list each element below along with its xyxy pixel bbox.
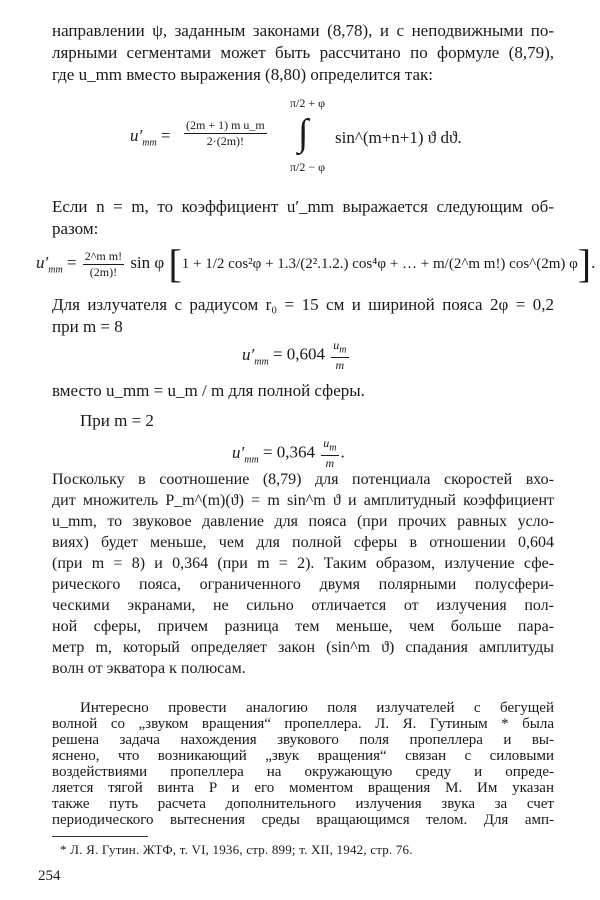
paragraph-6-line-6: рического пояса, ограниченного двумя полярными полусфери- <box>52 576 554 593</box>
paragraph-6-line-8: ной сферы, причем разница тем меньше, чем больше пара- <box>52 618 554 635</box>
paragraph-1-line-3: где u_mm вместо выражения (8,80) определится так: <box>52 65 433 84</box>
book-page: направлении ψ, заданным законами (8,78), и с неподвижными по- лярными сегментами может быть рассчитано по формуле (8,79), где u_mm вместо выражения (8,80) определится так: π/2 + φ $u'_{mm}$ = $\frac{\text{(2m + 1) m u\_m}}{2\cdot(2m)!}$ ∫ sin^(m+n+1) ϑ dϑ. π/2 − φ Если n = m, то коэффициент u′_mm выражается следующим об- разом: $u'_{mm}$ = $\frac{\text{2\textasciicircum{}m m!}}{(2m)!}$ sin φ [1 + 1/2 cos²φ + 1.3/(2².1.2.) cos⁴φ + … + m/(2^m m!) cos^(2m) φ]. Для излучателя с радиусом r₀ = 15 см и шириной пояса 2φ = 0,2 при m = 8 $u'_{mm} = 0,604$ $\frac{u_m}{m}$ вместо u_mm = u_m / m для полной сферы. При m = 2 $u'_{mm} = 0,364$ $\frac{u_m}{m}$ . Поскольку в соотношение (8,79) для потенциала скоростей вхо- дит множитель P_m^(m)(ϑ) = m sin^m ϑ и амплитудный коэффициент u_mm, то звуковое давление для пояса (при прочих равных усло- виях) будет меньше, чем для полной сферы в отношении 0,604 (при m = 8) и 0,364 (при m = 2). Таким образом, излучение сфе- рического пояса, ограниченного двумя полярными полусфери- ческими экранами, не сильно отличается от излучения пол- ной сферы, причем разница тем меньше, чем больше пара- метр m, который определяет закон (sin^m ϑ) спадания амплитуды волн от экватора к полюсам. Интересно провести аналогию поля излучателей с бегущей волной со „звуком вращения“ пропеллера. Л. Я. Гутиным * была решена задача нахождения звукового поля пропеллера и вы- яснено, что возникающий „звук вращения“ связан с силовыми * Л. Я. Гутин. ЖТФ, т. VI, 1936, стр. 899; т. XII, 1942, стр. 76. 254 воздействиями пропеллера на окружающую среду и опреде- ляется тягой винта P и его моментом вращения M. Им указан также путь расчета дополнительного излучения звука за счет периодического вытеснения среды вращающимся телом. Для амп- <box>36 21 596 884</box>
paragraph-4: вместо u_mm = u_m / m для полной сферы. <box>52 381 365 400</box>
paragraph-1-line-1: направлении ψ, заданным законами (8,78), и с неподвижными по- <box>52 21 554 40</box>
eq1-upper-limit: π/2 + φ <box>290 96 326 110</box>
paragraph-6-line-4: виях) будет меньше, чем для полной сферы в отношении 0,604 <box>52 534 554 551</box>
paragraph-2-line-1: Если n = m, то коэффициент u′_mm выражается следующим об- <box>52 197 554 216</box>
eq3-value: 0,604 <box>286 344 326 364</box>
footnote: * Л. Я. Гутин. ЖТФ, т. VI, 1936, стр. 899; т. XII, 1942, стр. 76. <box>60 842 413 857</box>
eq1-fraction: $\frac{\text{(2m + 1) m u\_m}}{2\cdot(2m)!}$ <box>186 118 265 148</box>
paragraph-7-line-2: волной со „звуком вращения“ пропеллера. Л. Я. Гутиным * была <box>52 716 554 732</box>
paragraph-7-line-1: Интересно провести аналогию поля излучателей с бегущей <box>80 700 554 716</box>
paragraph-7-line-6: ляется тягой винта P и его моментом вращения M. Им указан <box>52 780 554 796</box>
paragraph-2-line-2: разом: <box>52 219 99 238</box>
equation-2: $u'_{mm}$ = $\frac{\text{2\textasciicircum{}m m!}}{(2m)!}$ sin φ [1 + 1/2 cos²φ + 1.3/(2².1.2.) cos⁴φ + … + m/(2^m m!) cos^(2m) φ]. <box>36 241 596 286</box>
paragraph-6-line-9: метр m, который определяет закон (sin^m ϑ) спадания амплитуды <box>52 639 554 656</box>
eq1-lower-limit: π/2 − φ <box>290 160 326 174</box>
paragraph-7-line-4: яснено, что возникающий „звук вращения“ связан с силовыми <box>52 748 554 764</box>
paragraph-7-line-5: воздействиями пропеллера на окружающую среду и опреде- <box>52 764 554 780</box>
equation-3: $u'_{mm} = 0,604$ $\frac{u_m}{m}$ <box>242 338 347 373</box>
eq2-series: 1 + 1/2 cos²φ + 1.3/(2².1.2.) cos⁴φ + … + m/(2^m m!) cos^(2m) φ <box>181 255 578 272</box>
paragraph-7-line-8: периодического вытеснения среды вращающимся телом. Для амп- <box>52 812 554 828</box>
paragraph-7-line-3: решена задача нахождения звукового поля пропеллера и вы- <box>52 732 554 748</box>
paragraph-6-line-5: (при m = 8) и 0,364 (при m = 2). Таким образом, излучение сфе- <box>52 555 554 572</box>
footnote-rule <box>52 836 148 837</box>
page-number: 254 <box>38 868 61 884</box>
paragraph-1-line-2: лярными сегментами может быть рассчитано по формуле (8,79), <box>52 43 554 62</box>
paragraph-7-line-7: также путь расчета дополнительного излучения звука за счет <box>52 796 554 812</box>
paragraph-5: При m = 2 <box>80 411 154 430</box>
paragraph-6-line-3: u_mm, то звуковое давление для пояса (при прочих равных усло- <box>52 513 554 530</box>
eq4-value: 0,364 <box>276 442 316 462</box>
eq1-integrand: sin^(m+n+1) ϑ dϑ. <box>335 128 462 147</box>
equation-4: $u'_{mm} = 0,364$ $\frac{u_m}{m}$ . <box>232 436 345 471</box>
integral-sign: ∫ <box>298 112 309 154</box>
paragraph-6-line-7: ческими экранами, не сильно отличается от излучения пол- <box>52 597 554 614</box>
paragraph-6-line-1: Поскольку в соотношение (8,79) для потенциала скоростей вхо- <box>52 471 554 488</box>
eq2-coefficient: $\frac{\text{2\textasciicircum{}m m!}}{(2m)!}$ <box>84 248 123 279</box>
paragraph-6-line-2: дит множитель P_m^(m)(ϑ) = m sin^m ϑ и амплитудный коэффициент <box>52 492 554 509</box>
paragraph-3-line-1: Для излучателя с радиусом r₀ = 15 см и шириной пояса 2φ = 0,2 <box>52 295 554 314</box>
paragraph-6-line-10: волн от экватора к полюсам. <box>52 660 246 677</box>
paragraph-3-line-2: при m = 8 <box>52 317 123 336</box>
